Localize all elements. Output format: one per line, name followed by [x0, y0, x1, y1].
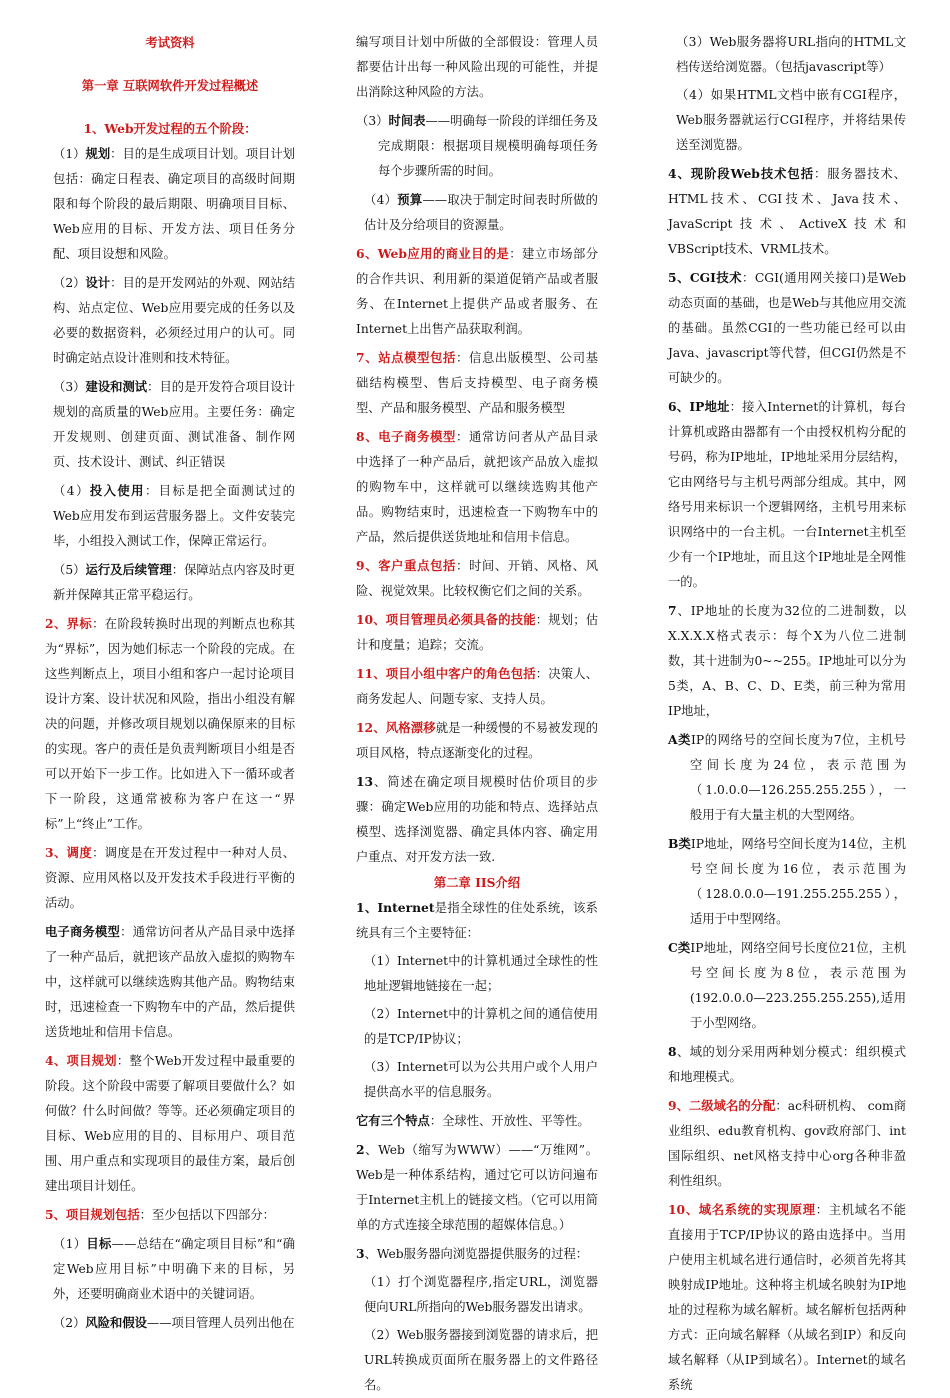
item-number: （2）	[364, 1328, 397, 1342]
body-text: 编写项目计划中所做的全部假设：管理人员都要估计出每一种风险出现的可能性，并提出消除这种风险的方法。	[356, 35, 598, 99]
body-text: ——取决于制定时间表时所做的估计及分给项目的资源量。	[364, 193, 598, 232]
body-text: 是指全球性的住处系统，该系统具有三个主要特征：	[356, 901, 598, 940]
term-heading: 1、Internet	[356, 900, 435, 915]
body-text: IP地址，网络号空间长度为14位，主机号空间长度为16位，表示范围为（128.0.0.0—191.255.255.255），适用于中型网络。	[690, 837, 906, 926]
paragraph	[45, 374, 295, 475]
paragraph	[356, 1002, 598, 1052]
body-text: ：服务器技术、HTML技术、CGI技术、Java技术、JavaScript技术、ActiveX技术和VBScript技术、VRML技术。	[668, 167, 906, 256]
paragraph	[45, 141, 295, 267]
term-heading: 规划	[85, 146, 111, 161]
section-heading: 考试资料	[145, 35, 195, 50]
body-text: ——总结在“确定项目目标”和“确定Web应用目标”中明确下来的目标，另外，还要明确商业术语中的关键词语。	[53, 1237, 295, 1301]
item-number: （2）	[53, 1316, 86, 1330]
paragraph	[356, 949, 598, 999]
paragraph	[356, 607, 598, 658]
paragraph	[668, 1093, 906, 1194]
item-number: （1）	[53, 1237, 87, 1251]
paragraph	[356, 1137, 598, 1238]
paragraph	[356, 1108, 598, 1134]
body-text: 打个浏览器程序,指定URL，浏览器便向URL所指向的Web服务器发出请求。	[364, 1275, 598, 1314]
body-text: ：通常访问者从产品目录中选择了一种产品后，就把该产品放入虚拟的购物车中，这样就可以继续选购其他产品。购物结束时，迅速检查一下购物车中的产品，然后提供送货地址和信用卡信息。	[45, 925, 295, 1039]
paragraph	[356, 345, 598, 421]
body-text: ：通常访问者从产品目录中选择了一种产品后，就把该产品放入虚拟的购物车中，这样就可以继续选购其他产品。购物结束时，迅速检查一下购物车中的产品，然后提供送货地址和信用卡信息。	[356, 430, 598, 544]
item-number: （2）	[53, 276, 86, 290]
paragraph	[45, 478, 295, 554]
body-text: ：全球性、开放性、平等性。	[429, 1114, 590, 1128]
body-text: 、域的划分采用两种划分模式：组织模式和地理模式。	[668, 1045, 906, 1084]
paragraph	[668, 1197, 906, 1398]
term-heading: 时间表	[388, 113, 426, 128]
body-text: ：目标是把全面测试过的Web应用发布到运营服务器上。文件安装完毕，小组投入测试工作，保障正常运行。	[53, 484, 295, 548]
term-heading: 电子商务模型	[45, 924, 121, 939]
section-heading: 第一章 互联网软件开发过程概述	[81, 78, 259, 93]
body-text: 、简述在确定项目规模时估价项目的步骤：确定Web应用的功能和特点、选择站点模型、选择浏览器、确定具体内容、确定用户重点、对开发方法一致.	[356, 775, 598, 864]
paragraph	[45, 270, 295, 371]
term-heading: 预算	[397, 192, 423, 207]
term-heading: 13	[356, 774, 374, 789]
body-text: ：整个Web开发过程中最重要的阶段。这个阶段中需要了解项目要做什么？如何做？什么时间做？等等。还必须确定项目的目标、Web应用的目的、目标用户、项目范围、用户重点和实现项目的最佳方案，最后创建出项目计划任。	[45, 1054, 295, 1193]
item-number: （3）	[364, 1060, 398, 1074]
body-text: ：信息出版模型、公司基础结构模型、售后支持模型、电子商务模型、产品和服务模型、产品和服务模型	[356, 351, 598, 415]
term-heading: 目标	[86, 1236, 112, 1251]
term-heading: 6、IP地址	[668, 399, 730, 414]
body-text: ：保障站点内容及时更新并保障其正常平稳运行。	[53, 563, 295, 602]
term-heading: B类	[668, 836, 691, 851]
paragraph	[356, 661, 598, 712]
item-number: （1）	[364, 1275, 399, 1289]
item-number: （4）	[53, 484, 90, 498]
paragraph	[45, 1310, 295, 1336]
paragraph	[45, 611, 295, 837]
body-text: 、Web（缩写为WWW）——“万维网”。Web是一种体系结构，通过它可以访问遍布于Internet主机上的链接文档。（它可以用简单的方式连接全球范围的超媒体信息。）	[356, 1143, 598, 1232]
item-number: （1）	[364, 954, 398, 968]
body-text: ：建立市场部分的合作共识、利用新的渠道促销产品或者服务、在Internet上提供产品或者服务、在Internet上出售产品获取利润。	[356, 247, 598, 336]
body-text: ：决策人、商务发起人、问题专家、支持人员。	[356, 667, 598, 706]
body-text: ——明确每一阶段的详细任务及完成期限：根据项目规模明确每项任务每个步骤所需的时间。	[378, 114, 598, 178]
item-number: （4）	[676, 88, 711, 102]
term-heading: 设计	[85, 275, 111, 290]
body-text: ：主机域名不能直接用于TCP/IP协议的路由选择中。当用户使用主机域名进行通信时，必须首先将其映射成IP地址。这种将主机域名映射为IP地址的过程称为域名解析。域名解析包括两种方式：正向域名解释（从域名到IP）和反向域名解释（从IP到域名）。Internet的域名系统	[668, 1203, 906, 1392]
body-text: ：目的是生成项目计划。项目计划包括：确定日程表、确定项目的高级时间期限和每个阶段的最后期限、明确项目目标、Web应用的目标、开发方法、项目任务分配、项目设想和风险。	[53, 147, 295, 261]
paragraph	[668, 30, 906, 80]
paragraph	[668, 83, 906, 158]
paragraph	[356, 553, 598, 604]
body-text: IP地址，网络空间号长度位21位，主机号空间长度为8位，表示范围为(192.0.0.0—223.255.255.255),适用于小型网络。	[690, 941, 906, 1030]
term-heading: 12、风格漂移	[356, 720, 436, 735]
item-number: （3）	[53, 380, 86, 394]
section-heading: 1、Web开发过程的五个阶段：	[83, 121, 257, 136]
paragraph	[356, 715, 598, 766]
term-heading: C类	[668, 940, 691, 955]
paragraph	[356, 241, 598, 342]
paragraph	[45, 557, 295, 608]
paragraph	[356, 187, 598, 238]
body-text: ：ac科研机构、 com商业组织、edu教育机构、gov政府部门、int国际组织、net风格支持中心org各种非盈利性组织。	[668, 1099, 906, 1188]
item-number: （1）	[53, 147, 86, 161]
term-heading: 10、域名系统的实现原理	[668, 1202, 816, 1217]
paragraph	[45, 919, 295, 1045]
body-text: ：规划；估计和度量；追踪；交流。	[356, 613, 598, 652]
paragraph	[668, 265, 906, 391]
term-heading: 投入使用	[89, 483, 145, 498]
term-heading: 9、客户重点包括	[356, 558, 457, 573]
paragraph	[45, 1231, 295, 1307]
body-text: ：目的是开发网站的外观、网站结构、站点定位、Web应用要完成的任务以及必要的数据资料，必须经过用户的认可。同时确定站点设计准则和技术特征。	[53, 276, 295, 365]
paragraph	[356, 769, 598, 870]
paragraph	[356, 30, 598, 105]
body-text: 如果HTML文档中嵌有CGI程序，Web服务器就运行CGI程序，并将结果传送至浏览器。	[676, 88, 906, 152]
body-text: Web服务器将URL指向的HTML文档传送给浏览器。（包括javascript等）	[676, 35, 906, 74]
body-text: Web服务器接到浏览器的请求后，把URL转换成页面所在服务器上的文件路径名。	[364, 1328, 598, 1392]
term-heading: 9、二级域名的分配	[668, 1098, 776, 1113]
paragraph	[356, 1055, 598, 1105]
term-heading: 7、站点模型包括	[356, 350, 457, 365]
term-heading: 它有三个特点	[356, 1113, 430, 1128]
item-number: （3）	[676, 35, 710, 49]
term-heading: 4、项目规划	[45, 1053, 117, 1068]
section-heading: 第二章 IIS介绍	[433, 875, 521, 890]
body-text: 、Web服务器向浏览器提供服务的过程：	[364, 1247, 589, 1261]
column-2	[356, 30, 598, 1398]
term-heading: A类	[668, 732, 692, 747]
term-heading: 3、调度	[45, 845, 93, 860]
paragraph	[668, 161, 906, 262]
item-number: （4）	[364, 193, 398, 207]
column-3	[668, 30, 906, 1398]
paragraph	[668, 394, 906, 595]
body-text: 、IP地址的长度为32位的二进制数，以X.X.X.X格式表示：每个X为八位二进制数，其十进制为0~~255。IP地址可以分为5类，A、B、C、D、E类，前三种为常用IP地址，	[668, 604, 906, 718]
term-heading: 8	[668, 1044, 677, 1059]
paragraph	[356, 1323, 598, 1398]
item-number: （2）	[364, 1007, 398, 1021]
term-heading: 11、项目小组中客户的角色包括	[356, 666, 536, 681]
body-text: Internet可以为公共用户或个人用户提供高水平的信息服务。	[364, 1060, 599, 1099]
column-1	[45, 30, 295, 1336]
body-text: IP的网络号的空间长度为7位，主机号空间长度为24位，表示范围为（1.0.0.0—126.255.255.255），一般用于有大量主机的大型网络。	[690, 733, 906, 822]
paragraph	[356, 1270, 598, 1320]
body-text: Internet中的计算机之间的通信使用的是TCP/IP协议；	[364, 1007, 599, 1046]
body-text: ：调度是在开发过程中一种对人员、资源、应用风格以及开发技术手段进行平衡的活动。	[45, 846, 295, 910]
body-text: ：在阶段转换时出现的判断点也称其为“界标”，因为她们标志一个阶段的完成。在这些判断点上，项目小组和客户一起讨论项目设计方案、设计状况和风险，指出小组没有解决的问题，并修改项目规划以确保原来的目标的实现。客户的责任是负责判断项目小组是否可以开始下一步工作。比如进入下一循环或者下一阶段，这通常被称为客户在这一“界标”上“终止”工作。	[45, 617, 295, 831]
paragraph	[356, 1241, 598, 1267]
term-heading: 运行及后续管理	[85, 562, 172, 577]
paragraph	[668, 727, 906, 828]
spacer	[45, 98, 295, 116]
item-number: （3）	[356, 114, 389, 128]
paragraph	[356, 424, 598, 550]
paragraph	[668, 935, 906, 1036]
term-heading: 2、界标	[45, 616, 93, 631]
term-heading: 3	[356, 1246, 365, 1261]
item-number: （5）	[53, 563, 86, 577]
term-heading: 风险和假设	[85, 1315, 147, 1330]
paragraph	[45, 1202, 295, 1228]
term-heading: 10、项目管理员必须具备的技能	[356, 612, 536, 627]
term-heading: 7	[668, 603, 677, 618]
body-text: 就是一种缓慢的不易被发现的项目风格，特点逐渐变化的过程。	[356, 721, 598, 760]
paragraph	[45, 840, 295, 916]
body-text: ——项目管理人员列出他在	[146, 1316, 295, 1330]
term-heading: 2	[356, 1142, 365, 1157]
spacer	[45, 55, 295, 73]
paragraph	[668, 598, 906, 724]
paragraph	[45, 1048, 295, 1199]
paragraph	[668, 1039, 906, 1090]
body-text: ：CGI(通用网关接口)是Web动态页面的基础，也是Web与其他应用交流的基础。虽然CGI的一些功能已经可以由Java、javascript等代替，但CGI仍然是不可缺少的。	[668, 271, 906, 385]
body-text: ：时间、开销、风格、风险、视觉效果。比较权衡它们之间的关系。	[356, 559, 598, 598]
term-heading: 8、电子商务模型	[356, 429, 457, 444]
body-text: ：接入Internet的计算机，每台计算机或路由器都有一个由授权机构分配的号码，称为IP地址，IP地址采用分层结构，它由网络号与主机号两部分组成。其中，网络号用来标识一个逻辑网络，主机号用来标识网络中的一台主机。一台Internet主机至少有一个IP地址，而且这个IP地址是全网惟一的。	[668, 400, 906, 589]
body-text: Internet中的计算机通过全球性的性地址逻辑地链接在一起；	[364, 954, 599, 993]
term-heading: 6、Web应用的商业目的是	[356, 246, 510, 261]
paragraph	[356, 895, 598, 946]
term-heading: 5、项目规划包括	[45, 1207, 140, 1222]
term-heading: 建设和测试	[85, 379, 148, 394]
paragraph	[668, 831, 906, 932]
term-heading: 4、现阶段Web技术包括	[668, 166, 814, 181]
body-text: ：目的是开发符合项目设计规划的高质量的Web应用。主要任务：确定开发规则、创建页面、测试准备、制作网页、技术设计、测试、纠正错误	[53, 380, 295, 469]
paragraph	[356, 108, 598, 184]
term-heading: 5、CGI技术	[668, 270, 743, 285]
body-text: ：至少包括以下四部分：	[139, 1208, 275, 1222]
